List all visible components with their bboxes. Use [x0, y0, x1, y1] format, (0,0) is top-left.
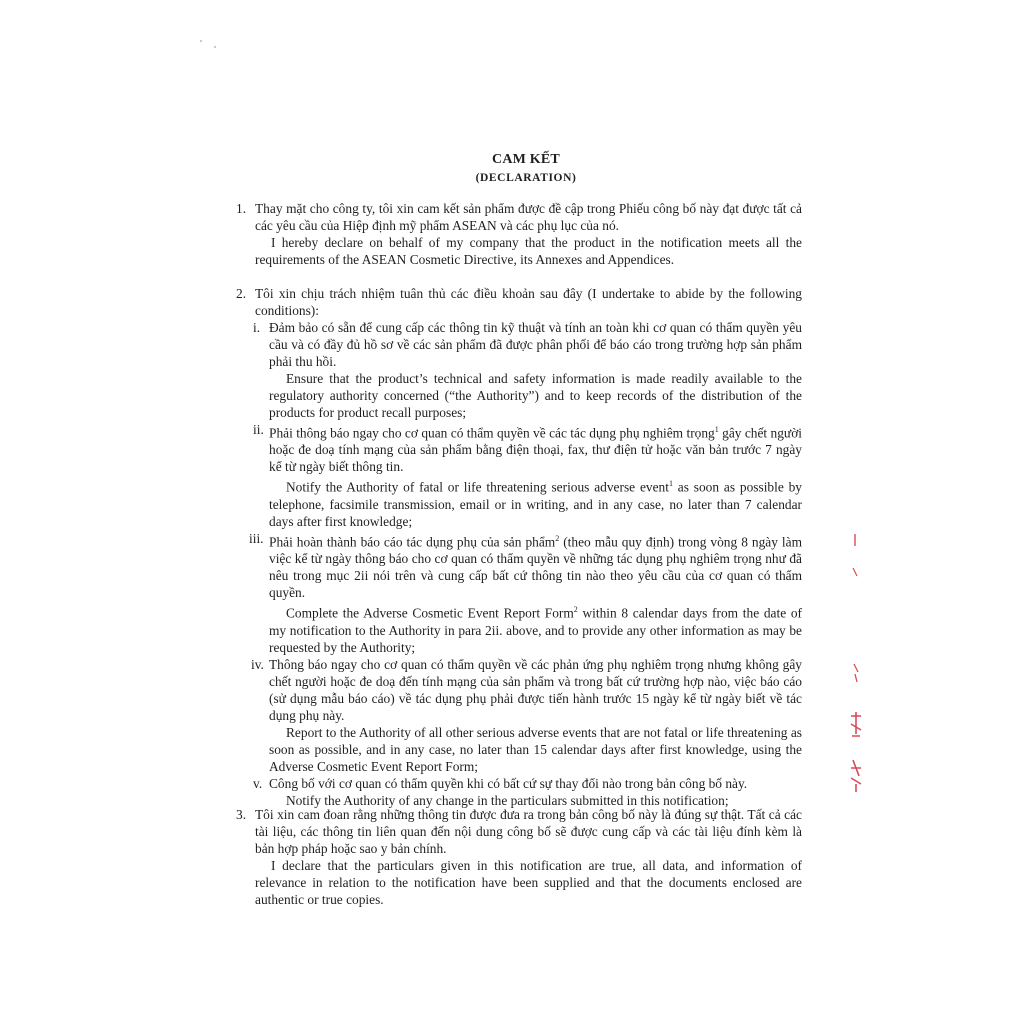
condition-vietnamese: Công bố với cơ quan có thẩm quyền khi có bất cứ sự thay đổi nào trong bản công bố này.: [269, 775, 748, 791]
condition-item: [253, 319, 802, 421]
stamp-fragment: [848, 530, 862, 580]
document-title: CAM KẾT: [492, 152, 560, 167]
footnote-ref: 2: [573, 605, 578, 615]
footnote-ref: 2: [555, 533, 560, 543]
condition-number: v.: [253, 775, 263, 791]
condition-vietnamese: Thông báo ngay cho cơ quan có thẩm quyền về các phản ứng phụ nghiêm trọng nhưng không gây chết người hoặc đe doạ đến tính mạng của sản phẩm và trong bất cứ trường hợp nào, việc báo cáo (sử dụng mẫu báo cáo) về tác dụng phụ phải được tiến hành trước 15 ngày kể từ ngày biết về tác dụng phụ này.: [269, 656, 802, 723]
condition-number: ii.: [253, 422, 264, 437]
section-1: [236, 200, 802, 268]
text-part: Notify the Authority of fatal or life threatening serious adverse event: [286, 479, 669, 495]
text-part: within 8 calendar days from the date of my notification to the Authority in para 2ii. above, and to provide any other information as may be requested by the Authority;: [269, 605, 802, 655]
condition-english: Report to the Authority of all other serious adverse events that are not fatal or life threatening as soon as possible, and in any case, no later than 15 calendar days after first knowledge, using the Adverse Cosmetic Event Report Form;: [269, 724, 802, 774]
text-part: as soon as possible by telephone, facsimile transmission, email or in writing, and in any case, no later than 7 calendar days after first knowledge;: [269, 479, 802, 529]
section-number: 1.: [236, 201, 247, 216]
section-3-english: I declare that the particulars given in this notification are true, all data, and information of relevance in relation to the notification have been supplied and that the documents enclosed are authentic or true copies.: [255, 858, 802, 907]
stamp-mark-icon: [848, 660, 864, 800]
text-part: Phải hoàn thành báo cáo tác dụng phụ của sản phẩm: [269, 534, 556, 550]
condition-number: iv.: [251, 656, 264, 672]
condition-vietnamese: [269, 421, 802, 475]
condition-item: [249, 530, 803, 656]
condition-number: iii.: [249, 530, 264, 546]
section-2: [236, 285, 802, 809]
condition-number: i.: [253, 320, 261, 335]
condition-item: [253, 656, 802, 775]
scan-speck: [200, 40, 202, 42]
section-number: 3.: [236, 807, 247, 822]
section-number: 2.: [236, 286, 247, 301]
section-3-vietnamese: Tôi xin cam đoan rằng những thông tin được đưa ra trong bản công bố này là đúng sự thật. Tất cả các tài liệu, các thông tin liên quan đến nội dung công bố sẽ được cung cấp và các tài liệu đính kèm là bản hợp pháp hoặc sao y bản chính.: [255, 807, 802, 856]
condition-item: [253, 775, 802, 809]
scan-speck: [214, 46, 216, 48]
condition-english: [269, 601, 802, 655]
condition-english: Notify the Authority of any change in the particulars submitted in this notification;: [286, 792, 729, 808]
stamp-fragment: [848, 660, 862, 800]
condition-vietnamese: [269, 530, 802, 601]
section-2-intro: Tôi xin chịu trách nhiệm tuân thủ các điều khoản sau đây (I undertake to abide by the following conditions):: [255, 286, 802, 318]
condition-vietnamese: Đảm bảo có sẵn để cung cấp các thông tin kỹ thuật và tính an toàn khi cơ quan có thẩm quyền yêu cầu và có đầy đủ hồ sơ về các sản phẩm đã được phân phối để báo cáo trong trường hợp sản phẩm phải thu hồi.: [269, 320, 802, 369]
text-part: Phải thông báo ngay cho cơ quan có thẩm quyền về các tác dụng phụ nghiêm trọng: [269, 425, 715, 441]
section-3: [236, 806, 802, 908]
footnote-ref: 1: [668, 479, 673, 489]
conditions-list: [249, 319, 803, 809]
stamp-mark-icon: [848, 530, 862, 580]
text-part: Complete the Adverse Cosmetic Event Report Form: [286, 605, 574, 621]
condition-english: [269, 475, 802, 529]
footnote-ref: 1: [714, 425, 719, 434]
condition-item: [253, 421, 802, 530]
text-part: (theo mẫu quy định) trong vòng 8 ngày làm việc kể từ ngày thông báo cho cơ quan có thẩm quyền về những tác dụng phụ nghiêm trọng như đã nêu trong mục 2ii nói trên và cung cấp bất cứ thông tin nào theo yêu cầu của cơ quan có thẩm quyền.: [269, 534, 803, 601]
document-subtitle: (DECLARATION): [475, 172, 577, 184]
section-1-vietnamese: Thay mặt cho công ty, tôi xin cam kết sản phẩm được đề cập trong Phiếu công bố này đạt được tất cả các yêu cầu của Hiệp định mỹ phẩm ASEAN và các phụ lục của nó.: [255, 201, 802, 233]
section-1-english: I hereby declare on behalf of my company that the product in the notification meets all the requirements of the ASEAN Cosmetic Directive, its Annexes and Appendices.: [255, 235, 802, 267]
text-part: gây chết người hoặc đe doạ tính mạng của sản phẩm bằng điện thoại, fax, thư điện tử hoặc văn bản trước 7 ngày kể từ ngày biết thông tin.: [269, 425, 802, 475]
condition-english: Ensure that the product’s technical and safety information is made readily available to the regulatory authority concerned (“the Authority”) and to keep records of the distribution of the products for product recall purposes;: [269, 371, 802, 420]
